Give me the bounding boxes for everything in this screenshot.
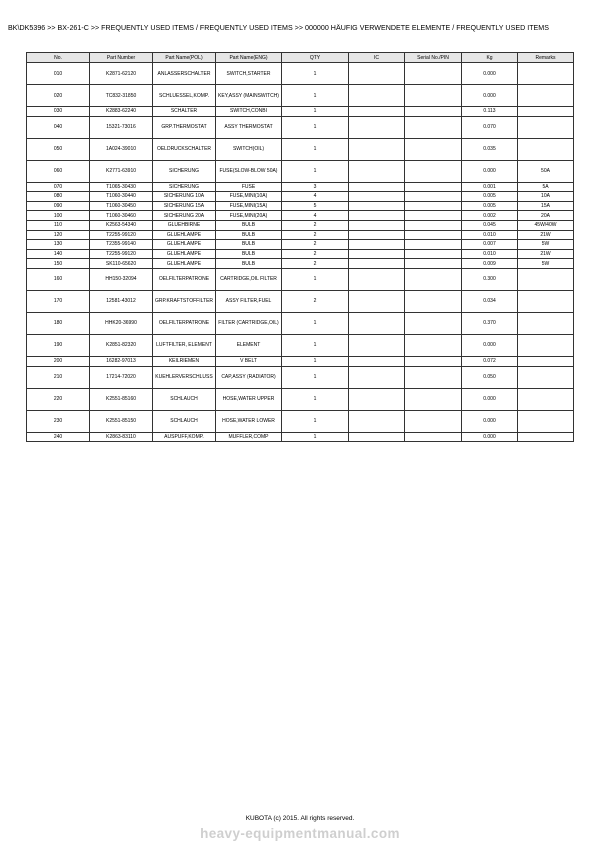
- cell-part: K2851-82320: [90, 334, 153, 356]
- cell-no: 010: [27, 63, 90, 85]
- cell-serial: [405, 201, 462, 211]
- cell-no: 100: [27, 211, 90, 221]
- cell-part: 12581-43012: [90, 290, 153, 312]
- cell-qty: 1: [282, 432, 349, 442]
- cell-part: K2563-54340: [90, 220, 153, 230]
- cell-remarks: [518, 366, 574, 388]
- cell-qty: 2: [282, 230, 349, 240]
- cell-pol: LUFTFILTER, ELEMENT: [153, 334, 216, 356]
- cell-remarks: [518, 138, 574, 160]
- cell-qty: 5: [282, 201, 349, 211]
- cell-pol: KEILRIEMEN: [153, 356, 216, 366]
- cell-eng: ASSY FILTER,FUEL: [216, 290, 282, 312]
- cell-pol: GLUEHLAMPE: [153, 259, 216, 269]
- cell-eng: FILTER (CARTRIDGE,OIL): [216, 312, 282, 334]
- cell-kg: 0.113: [462, 107, 518, 117]
- column-header: Kg: [462, 53, 518, 63]
- cell-eng: FUSE: [216, 182, 282, 192]
- cell-remarks: 5W: [518, 259, 574, 269]
- cell-serial: [405, 182, 462, 192]
- table-header-row: [27, 53, 574, 63]
- cell-ic: [349, 388, 405, 410]
- column-header: IC: [349, 53, 405, 63]
- cell-kg: 0.370: [462, 312, 518, 334]
- cell-kg: 0.000: [462, 388, 518, 410]
- cell-pol: AUSPUFF,KOMP.: [153, 432, 216, 442]
- cell-pol: SICHERUNG 20A: [153, 211, 216, 221]
- page-header: BK\DK5396 >> BX-261-C >> FREQUENTLY USED ITEMS / FREQUENTLY USED ITEMS >> 000000 HÄUFIG VERWENDETE ELEMENTE / FREQUENTLY USED ITEMS: [8, 24, 549, 32]
- cell-serial: [405, 410, 462, 432]
- cell-remarks: [518, 410, 574, 432]
- cell-pol: SCHLUESSEL,KOMP.: [153, 85, 216, 107]
- cell-remarks: 50A: [518, 160, 574, 182]
- cell-no: 170: [27, 290, 90, 312]
- cell-part: SK110-65620: [90, 259, 153, 269]
- cell-pol: GLUEHLAMPE: [153, 230, 216, 240]
- cell-eng: BULB: [216, 220, 282, 230]
- table-row: [27, 192, 574, 202]
- cell-no: 210: [27, 366, 90, 388]
- cell-pol: ANLASSERSCHALTER: [153, 63, 216, 85]
- cell-qty: 1: [282, 85, 349, 107]
- cell-remarks: 45W/40W: [518, 220, 574, 230]
- cell-kg: 0.001: [462, 182, 518, 192]
- cell-ic: [349, 432, 405, 442]
- cell-part: K2551-85150: [90, 410, 153, 432]
- cell-serial: [405, 230, 462, 240]
- cell-kg: 0.007: [462, 240, 518, 250]
- cell-eng: FUSE,MINI(20A): [216, 211, 282, 221]
- cell-part: T1060-30460: [90, 211, 153, 221]
- cell-pol: SCHALTER: [153, 107, 216, 117]
- cell-eng: MUFFLER,COMP: [216, 432, 282, 442]
- cell-no: 040: [27, 116, 90, 138]
- table-row: [27, 182, 574, 192]
- cell-serial: [405, 432, 462, 442]
- cell-remarks: [518, 388, 574, 410]
- table-row: [27, 356, 574, 366]
- cell-serial: [405, 240, 462, 250]
- cell-eng: HOSE,WATER LOWER: [216, 410, 282, 432]
- table-row: [27, 138, 574, 160]
- cell-ic: [349, 312, 405, 334]
- cell-no: 160: [27, 268, 90, 290]
- cell-ic: [349, 259, 405, 269]
- cell-kg: 0.000: [462, 85, 518, 107]
- cell-no: 050: [27, 138, 90, 160]
- cell-eng: BULB: [216, 259, 282, 269]
- cell-no: 230: [27, 410, 90, 432]
- cell-eng: ASSY THERMOSTAT: [216, 116, 282, 138]
- cell-no: 120: [27, 230, 90, 240]
- cell-ic: [349, 366, 405, 388]
- cell-serial: [405, 192, 462, 202]
- cell-no: 200: [27, 356, 90, 366]
- table-row: [27, 432, 574, 442]
- cell-part: K2871-62120: [90, 63, 153, 85]
- cell-ic: [349, 201, 405, 211]
- cell-eng: SWITCH,STARTER: [216, 63, 282, 85]
- cell-pol: SICHERUNG 10A: [153, 192, 216, 202]
- table-row: [27, 366, 574, 388]
- cell-ic: [349, 410, 405, 432]
- cell-serial: [405, 356, 462, 366]
- cell-pol: SCHLAUCH: [153, 410, 216, 432]
- cell-eng: ELEMENT: [216, 334, 282, 356]
- cell-kg: 0.045: [462, 220, 518, 230]
- cell-kg: 0.035: [462, 138, 518, 160]
- cell-remarks: [518, 107, 574, 117]
- cell-serial: [405, 107, 462, 117]
- cell-serial: [405, 249, 462, 259]
- cell-pol: GRP.THERMOSTAT: [153, 116, 216, 138]
- cell-part: T2255-99120: [90, 249, 153, 259]
- cell-ic: [349, 107, 405, 117]
- cell-serial: [405, 259, 462, 269]
- cell-ic: [349, 220, 405, 230]
- cell-qty: 1: [282, 356, 349, 366]
- cell-remarks: [518, 356, 574, 366]
- cell-kg: 0.005: [462, 192, 518, 202]
- cell-qty: 1: [282, 107, 349, 117]
- cell-kg: 0.000: [462, 334, 518, 356]
- cell-kg: 0.005: [462, 201, 518, 211]
- cell-ic: [349, 138, 405, 160]
- cell-ic: [349, 160, 405, 182]
- cell-ic: [349, 116, 405, 138]
- cell-part: K2771-63910: [90, 160, 153, 182]
- cell-kg: 0.010: [462, 230, 518, 240]
- cell-no: 060: [27, 160, 90, 182]
- cell-part: HH150-32094: [90, 268, 153, 290]
- cell-kg: 0.000: [462, 63, 518, 85]
- cell-eng: CARTRIDGE,OIL FILTER: [216, 268, 282, 290]
- cell-remarks: 5A: [518, 182, 574, 192]
- cell-qty: 1: [282, 312, 349, 334]
- cell-qty: 1: [282, 160, 349, 182]
- cell-serial: [405, 312, 462, 334]
- cell-eng: BULB: [216, 249, 282, 259]
- cell-eng: HOSE,WATER UPPER: [216, 388, 282, 410]
- column-header: Serial No./PIN: [405, 53, 462, 63]
- cell-remarks: 21W: [518, 230, 574, 240]
- cell-no: 030: [27, 107, 90, 117]
- cell-ic: [349, 249, 405, 259]
- cell-eng: BULB: [216, 240, 282, 250]
- cell-ic: [349, 211, 405, 221]
- cell-part: T1060-30450: [90, 201, 153, 211]
- cell-kg: 0.000: [462, 432, 518, 442]
- cell-part: 1A024-39010: [90, 138, 153, 160]
- cell-remarks: 5W: [518, 240, 574, 250]
- cell-ic: [349, 230, 405, 240]
- cell-ic: [349, 356, 405, 366]
- cell-serial: [405, 85, 462, 107]
- cell-qty: 1: [282, 138, 349, 160]
- cell-serial: [405, 211, 462, 221]
- cell-remarks: [518, 290, 574, 312]
- cell-ic: [349, 240, 405, 250]
- cell-kg: 0.050: [462, 366, 518, 388]
- cell-part: T2355-99140: [90, 240, 153, 250]
- cell-eng: SWITCH,CONBI: [216, 107, 282, 117]
- cell-serial: [405, 388, 462, 410]
- cell-pol: OELFILTERPATRONE: [153, 312, 216, 334]
- cell-remarks: 20A: [518, 211, 574, 221]
- parts-table: [26, 52, 574, 442]
- cell-remarks: [518, 312, 574, 334]
- cell-part: 17214-72020: [90, 366, 153, 388]
- cell-no: 220: [27, 388, 90, 410]
- cell-remarks: 15A: [518, 201, 574, 211]
- cell-qty: 4: [282, 192, 349, 202]
- cell-kg: 0.300: [462, 268, 518, 290]
- cell-qty: 2: [282, 290, 349, 312]
- column-header: Part Name(ENG): [216, 53, 282, 63]
- cell-pol: SICHERUNG 15A: [153, 201, 216, 211]
- cell-ic: [349, 192, 405, 202]
- cell-no: 080: [27, 192, 90, 202]
- table-row: [27, 116, 574, 138]
- cell-pol: SCHLAUCH: [153, 388, 216, 410]
- cell-serial: [405, 116, 462, 138]
- cell-no: 140: [27, 249, 90, 259]
- cell-kg: 0.010: [462, 249, 518, 259]
- cell-ic: [349, 334, 405, 356]
- cell-eng: FUSE(SLOW-BLOW 50A): [216, 160, 282, 182]
- cell-qty: 2: [282, 240, 349, 250]
- cell-part: HHK20-36990: [90, 312, 153, 334]
- table-row: [27, 268, 574, 290]
- cell-qty: 1: [282, 116, 349, 138]
- copyright-footer: KUBOTA (c) 2015. All rights reserved.: [245, 815, 355, 822]
- cell-no: 240: [27, 432, 90, 442]
- cell-serial: [405, 334, 462, 356]
- cell-pol: GLUEHBIRNE: [153, 220, 216, 230]
- cell-serial: [405, 160, 462, 182]
- table-row: [27, 230, 574, 240]
- cell-no: 150: [27, 259, 90, 269]
- table-row: [27, 85, 574, 107]
- cell-eng: FUSE,MINI(15A): [216, 201, 282, 211]
- cell-kg: 0.072: [462, 356, 518, 366]
- cell-pol: GLUEHLAMPE: [153, 240, 216, 250]
- cell-pol: GLUEHLAMPE: [153, 249, 216, 259]
- table-row: [27, 63, 574, 85]
- cell-qty: 2: [282, 249, 349, 259]
- cell-pol: SICHERUNG: [153, 182, 216, 192]
- table-row: [27, 249, 574, 259]
- column-header: Remarks: [518, 53, 574, 63]
- cell-pol: GRP.KRAFTSTOFFILTER: [153, 290, 216, 312]
- cell-serial: [405, 138, 462, 160]
- cell-serial: [405, 63, 462, 85]
- cell-ic: [349, 85, 405, 107]
- cell-serial: [405, 268, 462, 290]
- cell-eng: FUSE,MINI(10A): [216, 192, 282, 202]
- cell-kg: 0.000: [462, 160, 518, 182]
- cell-qty: 1: [282, 388, 349, 410]
- cell-no: 070: [27, 182, 90, 192]
- table-row: [27, 259, 574, 269]
- cell-kg: 0.034: [462, 290, 518, 312]
- cell-qty: 2: [282, 259, 349, 269]
- cell-eng: CAP,ASSY (RADIATOR): [216, 366, 282, 388]
- cell-kg: 0.070: [462, 116, 518, 138]
- cell-qty: 1: [282, 268, 349, 290]
- cell-remarks: [518, 268, 574, 290]
- cell-remarks: [518, 334, 574, 356]
- column-header: QTY: [282, 53, 349, 63]
- cell-part: K2863-83110: [90, 432, 153, 442]
- cell-part: 15321-73016: [90, 116, 153, 138]
- cell-no: 020: [27, 85, 90, 107]
- cell-serial: [405, 366, 462, 388]
- cell-serial: [405, 220, 462, 230]
- cell-ic: [349, 63, 405, 85]
- cell-pol: SICHERUNG: [153, 160, 216, 182]
- cell-qty: 4: [282, 211, 349, 221]
- table-body: [27, 63, 574, 442]
- cell-no: 190: [27, 334, 90, 356]
- cell-part: T1060-30440: [90, 192, 153, 202]
- cell-serial: [405, 290, 462, 312]
- cell-remarks: 21W: [518, 249, 574, 259]
- cell-remarks: [518, 63, 574, 85]
- cell-eng: BULB: [216, 230, 282, 240]
- table-row: [27, 201, 574, 211]
- cell-ic: [349, 290, 405, 312]
- cell-qty: 1: [282, 410, 349, 432]
- cell-part: TC832-31850: [90, 85, 153, 107]
- table-row: [27, 290, 574, 312]
- cell-pol: OELFILTERPATRONE: [153, 268, 216, 290]
- cell-no: 180: [27, 312, 90, 334]
- cell-remarks: [518, 85, 574, 107]
- column-header: Part Number: [90, 53, 153, 63]
- cell-qty: 1: [282, 334, 349, 356]
- table-row: [27, 220, 574, 230]
- table-row: [27, 334, 574, 356]
- cell-pol: KUEHLERVERSCHLUSS: [153, 366, 216, 388]
- column-header: Part Name(POL): [153, 53, 216, 63]
- cell-eng: V BELT: [216, 356, 282, 366]
- table-row: [27, 388, 574, 410]
- table-row: [27, 312, 574, 334]
- cell-ic: [349, 268, 405, 290]
- cell-part: 16282-97013: [90, 356, 153, 366]
- watermark: heavy-equipmentmanual.com: [200, 826, 400, 841]
- cell-part: T1065-30430: [90, 182, 153, 192]
- cell-remarks: [518, 432, 574, 442]
- cell-eng: SWITCH(OIL): [216, 138, 282, 160]
- cell-qty: 2: [282, 220, 349, 230]
- table-row: [27, 410, 574, 432]
- cell-pol: OELDRUCKSCHALTER: [153, 138, 216, 160]
- cell-part: K2551-85160: [90, 388, 153, 410]
- cell-kg: 0.000: [462, 410, 518, 432]
- cell-no: 090: [27, 201, 90, 211]
- cell-qty: 3: [282, 182, 349, 192]
- cell-no: 110: [27, 220, 90, 230]
- cell-remarks: [518, 116, 574, 138]
- column-header: No.: [27, 53, 90, 63]
- cell-part: T2255-99120: [90, 230, 153, 240]
- cell-kg: 0.009: [462, 259, 518, 269]
- table-row: [27, 211, 574, 221]
- cell-eng: KEY,ASSY (MAINSWITCH): [216, 85, 282, 107]
- cell-part: K2883-62240: [90, 107, 153, 117]
- table-row: [27, 107, 574, 117]
- cell-qty: 1: [282, 63, 349, 85]
- table-row: [27, 240, 574, 250]
- cell-ic: [349, 182, 405, 192]
- table-row: [27, 160, 574, 182]
- cell-remarks: 10A: [518, 192, 574, 202]
- cell-kg: 0.002: [462, 211, 518, 221]
- cell-qty: 1: [282, 366, 349, 388]
- cell-no: 130: [27, 240, 90, 250]
